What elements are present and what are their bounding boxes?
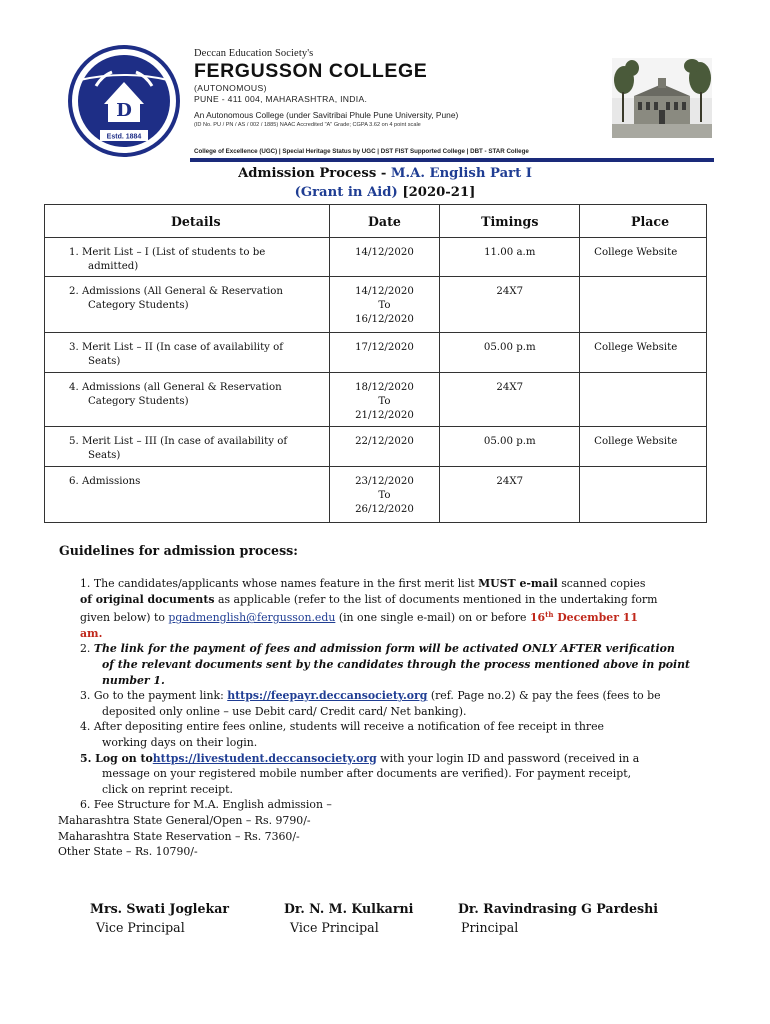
college-logo-icon xyxy=(66,42,182,160)
detail-cell: 4. Admissions (all General & Reservation Category Students) xyxy=(45,373,330,427)
table-row xyxy=(45,333,707,373)
timing-cell: 24X7 xyxy=(440,277,580,333)
society-name: Deccan Education Society's xyxy=(194,48,314,59)
date-cell: 18/12/2020 To 21/12/2020 xyxy=(329,373,440,427)
guideline-3: 3. Go to the payment link: https://feepayr.deccansociety.org (ref. Page no.2) & pay the fees (fees to be xyxy=(80,689,661,703)
admission-schedule-table xyxy=(44,204,707,523)
signatory-name: Mrs. Swati Joglekar xyxy=(90,901,229,916)
excellence-text: College of Excellence (UGC) | Special Heritage Status by UGC | DST FIST Supported College | DBT - STAR College xyxy=(194,148,529,155)
guideline-5: 5. Log on tohttps://livestudent.deccansociety.org with your login ID and password (received in a xyxy=(80,751,640,765)
place-cell: College Website xyxy=(580,427,707,467)
fee-item: Maharashtra State General/Open – Rs. 9790/- xyxy=(58,813,311,827)
signatory-role: Principal xyxy=(461,920,519,935)
college-address: PUNE - 411 004, MAHARASHTRA, INDIA. xyxy=(194,94,368,104)
signatory-name: Dr. Ravindrasing G Pardeshi xyxy=(458,901,659,916)
logo-estd-text: Estd. 1884 xyxy=(106,133,142,141)
place-cell: College Website xyxy=(580,333,707,373)
svg-text:D: D xyxy=(116,100,132,121)
place-cell xyxy=(580,467,707,523)
letterhead-text xyxy=(194,48,609,128)
guideline-1: 1. The candidates/applicants whose names feature in the first merit list MUST e-mail scanned copies xyxy=(80,577,646,590)
header-details: Details xyxy=(45,205,330,238)
guideline-1-cont: of original documents as applicable (refer to the list of documents mentioned in the undertaking form xyxy=(80,592,658,606)
detail-cell: 2. Admissions (All General & Reservation Category Students) xyxy=(45,277,330,333)
guideline-1-cont: given below) to pgadmenglish@fergusson.edu (in one single e-mail) on or before 16th December 11 xyxy=(80,610,638,625)
date-cell: 14/12/2020 xyxy=(329,238,440,277)
title-line-2: (Grant in Aid) [2020-21] xyxy=(294,185,476,200)
guideline-2-cont: number 1. xyxy=(102,673,165,687)
guidelines-list xyxy=(58,576,708,860)
timing-cell: 24X7 xyxy=(440,373,580,427)
college-name: FERGUSSON COLLEGE xyxy=(194,60,428,82)
signature-block xyxy=(284,899,413,937)
guideline-6: 6. Fee Structure for M.A. English admission – xyxy=(80,798,332,812)
signatory-role: Vice Principal xyxy=(290,920,379,935)
guideline-5-cont: message on your registered mobile number after documents are verified). For payment receipt, xyxy=(102,767,632,781)
place-cell xyxy=(580,373,707,427)
detail-cell: 5. Merit List – III (In case of availability of Seats) xyxy=(45,427,330,467)
student-login-link[interactable]: https://livestudent.deccansociety.org xyxy=(152,751,377,765)
detail-cell: 6. Admissions xyxy=(45,467,330,523)
guideline-2-cont: of the relevant documents sent by the candidates through the process mentioned above in point xyxy=(102,657,691,671)
date-cell: 14/12/2020 To 16/12/2020 xyxy=(329,277,440,333)
date-cell: 22/12/2020 xyxy=(329,427,440,467)
affiliation-text: An Autonomous College (under Savitribai Phule Pune University, Pune) xyxy=(194,110,459,120)
timing-cell: 11.00 a.m xyxy=(440,238,580,277)
guideline-1-cont: am. xyxy=(80,626,103,640)
date-cell: 17/12/2020 xyxy=(329,333,440,373)
place-cell: College Website xyxy=(580,238,707,277)
letterhead xyxy=(66,40,714,162)
page-title xyxy=(0,164,770,202)
guideline-4-cont: working days on their login. xyxy=(102,735,258,749)
header-timings: Timings xyxy=(440,205,580,238)
signature-block xyxy=(458,899,658,937)
guideline-5-cont: click on reprint receipt. xyxy=(102,782,233,796)
detail-cell: 3. Merit List – II (In case of availability of Seats) xyxy=(45,333,330,373)
table-row xyxy=(45,238,707,277)
college-building-image xyxy=(612,58,712,138)
timing-cell: 05.00 p.m xyxy=(440,333,580,373)
header-date: Date xyxy=(329,205,440,238)
table-row xyxy=(45,277,707,333)
email-link[interactable]: pgadmenglish@fergusson.edu xyxy=(168,611,336,625)
timing-cell: 24X7 xyxy=(440,467,580,523)
fee-item: Maharashtra State Reservation – Rs. 7360/- xyxy=(58,829,300,843)
detail-cell: 1. Merit List – I (List of students to be admitted) xyxy=(45,238,330,277)
fee-payment-link[interactable]: https://feepayr.deccansociety.org xyxy=(227,689,428,703)
signature-block xyxy=(90,899,229,937)
table-header-row xyxy=(45,205,707,238)
table-row xyxy=(45,427,707,467)
signatory-role: Vice Principal xyxy=(96,920,185,935)
autonomous-label: (AUTONOMOUS) xyxy=(194,83,267,93)
guideline-3-cont: deposited only online – use Debit card/ Credit card/ Net banking). xyxy=(102,704,467,718)
title-line-1: Admission Process - M.A. English Part I xyxy=(238,166,532,181)
fee-item: Other State – Rs. 10790/- xyxy=(58,845,198,859)
guidelines-heading: Guidelines for admission process: xyxy=(59,543,298,558)
guideline-2: 2. The link for the payment of fees and admission form will be activated ONLY AFTER verification xyxy=(80,642,675,656)
timing-cell: 05.00 p.m xyxy=(440,427,580,467)
signatory-name: Dr. N. M. Kulkarni xyxy=(284,901,414,916)
accreditation-text: (ID No. PU / PN / AS / 002 / 1885) NAAC Accredited "A" Grade; CGPA 3.62 on 4 point scale xyxy=(194,122,421,128)
table-row xyxy=(45,467,707,523)
date-cell: 23/12/2020 To 26/12/2020 xyxy=(329,467,440,523)
header-place: Place xyxy=(580,205,707,238)
table-row xyxy=(45,373,707,427)
guideline-4: 4. After depositing entire fees online, students will receive a notification of fee receipt in three xyxy=(80,720,605,734)
place-cell xyxy=(580,277,707,333)
deadline-date: 16th December 11 xyxy=(529,610,638,625)
header-divider xyxy=(190,158,714,162)
